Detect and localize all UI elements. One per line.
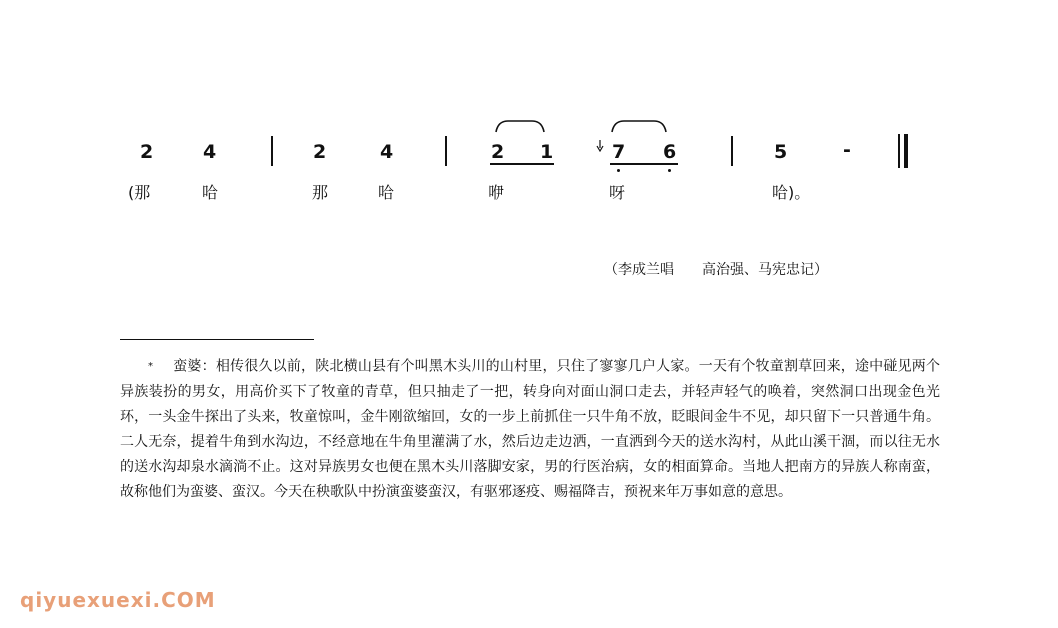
note: 2 bbox=[140, 141, 154, 163]
note: 5 bbox=[774, 141, 788, 163]
lyric: 哈)。 bbox=[772, 183, 811, 202]
lyric: (那 bbox=[128, 183, 151, 202]
note: - bbox=[843, 139, 851, 161]
lyric: 呀 bbox=[609, 183, 626, 202]
beam-line bbox=[610, 163, 678, 165]
barline bbox=[445, 136, 447, 166]
lyric: 咿 bbox=[488, 183, 505, 202]
note: 6 bbox=[663, 141, 677, 163]
song-credit: （李成兰唱 高治强、马宪忠记） bbox=[604, 262, 828, 278]
barline bbox=[271, 136, 273, 166]
lyric: 那 bbox=[312, 183, 329, 202]
footnote-marker: * bbox=[148, 361, 153, 372]
lower-octave-dot bbox=[617, 169, 620, 172]
note: 4 bbox=[203, 141, 217, 163]
breath-mark-icon bbox=[596, 140, 604, 152]
footnote-text: 蛮婆：相传很久以前，陕北横山县有个叫黑木头川的山村里，只住了寥寥几户人家。一天有个牧童割草回来，途中碰见两个异族装扮的男女，用高价买下了牧童的青草，但只抽走了一把，转身向对面山洞口走去，并轻声轻气的唤着，突然洞口出现金色光环，一头金牛探出了头来，牧童惊叫，金牛刚欲缩回，女的一步上前抓住一只牛角不放，眨眼间金牛不见，却只留下一只普通牛角。二人无奈，提着牛角到水沟边，不经意地在牛角里灌满了水，然后边走边洒，一直洒到今天的送水沟村，从此山溪干涸，而以往无水的送水沟却泉水滴淌不止。这对异族男女也便在黑木头川落脚安家，男的行医治病，女的相面算命。当地人把南方的异族人称南蛮，故称他们为蛮婆、蛮汉。今天在秧歌队中扮演蛮婆蛮汉，有驱邪逐疫、赐福降吉，预祝来年万事如意的意思。 bbox=[120, 358, 940, 500]
note: 7 bbox=[612, 141, 626, 163]
note: 2 bbox=[313, 141, 327, 163]
barline bbox=[731, 136, 733, 166]
beam-line bbox=[490, 163, 554, 165]
final-barline-thin bbox=[898, 134, 900, 168]
note: 4 bbox=[380, 141, 394, 163]
slur-mark bbox=[610, 118, 668, 134]
note: 2 bbox=[491, 141, 505, 163]
lower-octave-dot bbox=[668, 169, 671, 172]
slur-mark bbox=[494, 118, 546, 134]
footnote bbox=[120, 354, 940, 505]
site-watermark: qiyuexuexi.COM bbox=[20, 588, 216, 612]
lyric: 哈 bbox=[202, 183, 219, 202]
note: 1 bbox=[540, 141, 554, 163]
lyric: 哈 bbox=[378, 183, 395, 202]
final-barline-thick bbox=[904, 134, 908, 168]
footnote-rule bbox=[120, 339, 314, 340]
